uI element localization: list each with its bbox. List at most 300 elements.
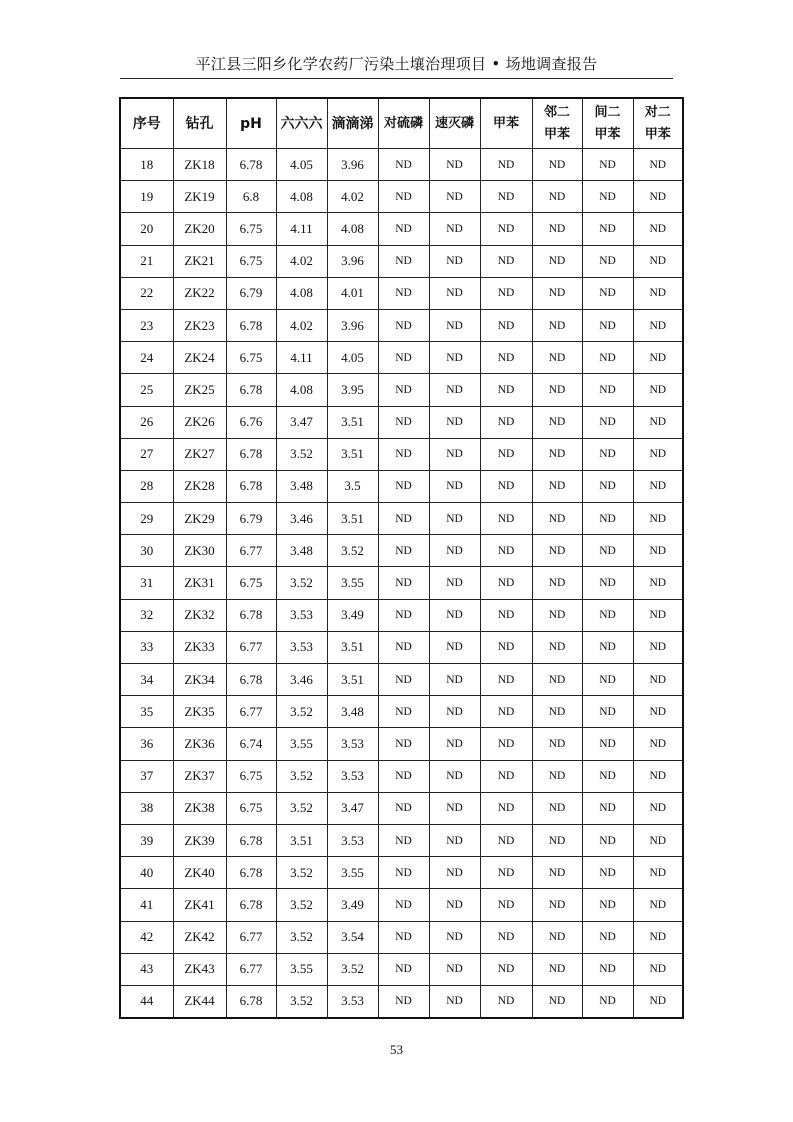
table-cell: 6.75 (226, 245, 276, 277)
table-cell: 18 (120, 149, 173, 181)
table-cell: ND (582, 309, 633, 341)
table-cell: ND (480, 535, 532, 567)
table-cell: 40 (120, 857, 173, 889)
table-row (120, 503, 683, 535)
column-header (173, 98, 226, 149)
table-cell: 6.77 (226, 921, 276, 953)
table-cell: ND (532, 599, 582, 631)
table-cell: ND (532, 213, 582, 245)
column-header-label: 间二 (594, 104, 621, 120)
table-cell: ND (429, 567, 480, 599)
table-cell: ND (633, 889, 683, 921)
table-cell: ND (378, 406, 429, 438)
table-cell: ND (582, 277, 633, 309)
table-cell: ND (582, 631, 633, 663)
table-cell: 3.96 (327, 149, 378, 181)
table-cell: ND (532, 631, 582, 663)
table-cell: 6.78 (226, 149, 276, 181)
table-cell: ND (532, 889, 582, 921)
table-cell: 4.08 (276, 181, 327, 213)
table-cell: ZK28 (173, 470, 226, 502)
table-cell: 6.78 (226, 664, 276, 696)
table-cell: ND (582, 985, 633, 1018)
table-cell: ZK27 (173, 438, 226, 470)
table-cell: ZK24 (173, 342, 226, 374)
table-cell: 35 (120, 696, 173, 728)
table-cell: ND (582, 213, 633, 245)
table-cell: ND (582, 245, 633, 277)
table-cell: 29 (120, 503, 173, 535)
table-cell: 30 (120, 535, 173, 567)
table-cell: 4.11 (276, 342, 327, 374)
table-cell: 3.51 (327, 438, 378, 470)
table-cell: 3.52 (276, 921, 327, 953)
table-cell: ND (633, 535, 683, 567)
table-cell: ND (633, 406, 683, 438)
table-cell: ZK31 (173, 567, 226, 599)
table-cell: ND (378, 438, 429, 470)
table-cell: ND (480, 470, 532, 502)
column-header (120, 98, 173, 149)
table-cell: 3.53 (276, 599, 327, 631)
table-cell: ZK39 (173, 824, 226, 856)
table-row (120, 921, 683, 953)
table-row (120, 374, 683, 406)
soil-sample-table (119, 97, 684, 1019)
table-cell: ND (480, 953, 532, 985)
table-cell: ND (633, 503, 683, 535)
table-cell: 3.46 (276, 503, 327, 535)
table-cell: 3.53 (327, 760, 378, 792)
table-cell: 4.08 (327, 213, 378, 245)
table-cell: ND (480, 181, 532, 213)
table-body (120, 149, 683, 1019)
table-cell: 19 (120, 181, 173, 213)
table-cell: ND (480, 760, 532, 792)
column-header-label: pH (240, 115, 262, 132)
table-cell: ZK22 (173, 277, 226, 309)
table-row (120, 728, 683, 760)
table-cell: 3.55 (327, 567, 378, 599)
column-header (582, 98, 633, 149)
table-cell: 33 (120, 631, 173, 663)
table-cell: ND (378, 599, 429, 631)
table-cell: 4.02 (276, 309, 327, 341)
table-cell: 3.53 (327, 824, 378, 856)
table-cell: ZK26 (173, 406, 226, 438)
table-cell: 6.78 (226, 309, 276, 341)
table-cell: 3.52 (276, 857, 327, 889)
table-cell: ND (429, 953, 480, 985)
table-cell: 3.49 (327, 599, 378, 631)
table-cell: ND (429, 245, 480, 277)
table-cell: 6.79 (226, 277, 276, 309)
table-cell: ND (378, 213, 429, 245)
table-cell: 21 (120, 245, 173, 277)
table-cell: ND (378, 953, 429, 985)
table-cell: ND (378, 470, 429, 502)
table-cell: ND (532, 824, 582, 856)
table-cell: ND (480, 309, 532, 341)
table-cell: 4.08 (276, 374, 327, 406)
table-row (120, 696, 683, 728)
table-cell: 6.75 (226, 213, 276, 245)
table-cell: ND (532, 342, 582, 374)
table-row (120, 470, 683, 502)
table-cell: 3.51 (327, 406, 378, 438)
table-cell: ND (429, 599, 480, 631)
table-cell: 3.96 (327, 309, 378, 341)
table-row (120, 149, 683, 181)
table-cell: 3.53 (276, 631, 327, 663)
table-cell: ND (582, 857, 633, 889)
table-cell: ND (480, 438, 532, 470)
table-cell: ND (633, 213, 683, 245)
table-cell: ND (633, 181, 683, 213)
table-cell: ND (532, 535, 582, 567)
table-cell: ND (633, 438, 683, 470)
table-cell: ND (532, 921, 582, 953)
table-cell: ND (532, 406, 582, 438)
table-row (120, 792, 683, 824)
table-row (120, 342, 683, 374)
table-cell: ND (582, 824, 633, 856)
table-cell: 3.51 (327, 664, 378, 696)
table-cell: ND (378, 342, 429, 374)
table-cell: 24 (120, 342, 173, 374)
table-cell: ND (633, 921, 683, 953)
table-cell: ND (633, 599, 683, 631)
table-cell: ND (378, 664, 429, 696)
table-cell: 4.01 (327, 277, 378, 309)
table-cell: ZK33 (173, 631, 226, 663)
table-cell: 6.78 (226, 470, 276, 502)
table-cell: ZK25 (173, 374, 226, 406)
table-cell: ND (378, 760, 429, 792)
table-cell: ND (429, 857, 480, 889)
table-cell: ND (532, 309, 582, 341)
table-cell: ND (532, 857, 582, 889)
table-header-row (120, 98, 683, 149)
table-cell: 3.47 (327, 792, 378, 824)
table-cell: 22 (120, 277, 173, 309)
table-cell: ND (480, 824, 532, 856)
table-cell: 3.49 (327, 889, 378, 921)
table-cell: 6.75 (226, 567, 276, 599)
table-cell: ND (480, 567, 532, 599)
table-cell: ND (378, 792, 429, 824)
table-cell: ND (429, 535, 480, 567)
table-cell: ND (429, 181, 480, 213)
table-cell: 4.11 (276, 213, 327, 245)
table-cell: 3.54 (327, 921, 378, 953)
table-cell: 6.77 (226, 631, 276, 663)
table-cell: ND (582, 181, 633, 213)
table-cell: ND (582, 599, 633, 631)
table-cell: ND (429, 374, 480, 406)
table-cell: 4.05 (276, 149, 327, 181)
table-cell: 4.08 (276, 277, 327, 309)
table-cell: ND (429, 631, 480, 663)
column-header-label: 邻二 (543, 104, 570, 120)
table-cell: 3.52 (276, 696, 327, 728)
table-cell: ND (633, 857, 683, 889)
column-header-label: 对硫磷 (383, 115, 423, 131)
table-cell: 28 (120, 470, 173, 502)
table-cell: ND (480, 374, 532, 406)
table-cell: ND (429, 760, 480, 792)
table-cell: ND (429, 342, 480, 374)
column-header (633, 98, 683, 149)
table-cell: ND (532, 696, 582, 728)
table-cell: 6.75 (226, 760, 276, 792)
table-row (120, 631, 683, 663)
table-cell: 6.77 (226, 535, 276, 567)
table-row (120, 567, 683, 599)
table-cell: 36 (120, 728, 173, 760)
table-cell: ND (378, 696, 429, 728)
page-header-title: 平江县三阳乡化学农药厂污染土壤治理项目 • 场地调查报告 (195, 55, 598, 73)
table-cell: ND (480, 503, 532, 535)
table-row (120, 985, 683, 1018)
table-cell: 3.52 (276, 792, 327, 824)
table-cell: 3.48 (327, 696, 378, 728)
table-cell: ZK35 (173, 696, 226, 728)
table-cell: ND (582, 567, 633, 599)
table-cell: ZK23 (173, 309, 226, 341)
table-cell: ND (532, 760, 582, 792)
column-header (276, 98, 327, 149)
table-cell: ND (480, 792, 532, 824)
table-cell: ND (532, 792, 582, 824)
table-cell: ND (633, 470, 683, 502)
table-cell: ND (532, 985, 582, 1018)
column-header-label: 甲苯 (644, 126, 671, 142)
table-cell: 3.52 (327, 953, 378, 985)
table-cell: 6.78 (226, 985, 276, 1018)
table-cell: ND (480, 599, 532, 631)
table-cell: ND (429, 309, 480, 341)
column-header (327, 98, 378, 149)
table-cell: 4.05 (327, 342, 378, 374)
table-cell: ND (429, 824, 480, 856)
table-cell: ND (582, 953, 633, 985)
table-cell: ND (480, 406, 532, 438)
table-cell: 3.96 (327, 245, 378, 277)
table-cell: ND (429, 696, 480, 728)
table-cell: 3.5 (327, 470, 378, 502)
table-cell: ND (480, 985, 532, 1018)
table-cell: ZK19 (173, 181, 226, 213)
table-cell: ND (633, 760, 683, 792)
table-cell: ND (582, 792, 633, 824)
table-cell: 3.53 (327, 985, 378, 1018)
table-cell: ND (378, 374, 429, 406)
table-cell: 6.78 (226, 438, 276, 470)
table-cell: ND (480, 857, 532, 889)
table-cell: ND (429, 406, 480, 438)
header-divider (120, 78, 673, 79)
table-cell: 20 (120, 213, 173, 245)
table-cell: 3.52 (276, 889, 327, 921)
table-row (120, 760, 683, 792)
table-cell: 3.51 (327, 503, 378, 535)
table-cell: ND (582, 889, 633, 921)
table-cell: 3.55 (327, 857, 378, 889)
table-cell: ZK41 (173, 889, 226, 921)
table-cell: ND (480, 696, 532, 728)
table-cell: ND (480, 889, 532, 921)
table-cell: ND (582, 406, 633, 438)
table-cell: ND (429, 503, 480, 535)
table-cell: ND (532, 374, 582, 406)
column-header (429, 98, 480, 149)
table-cell: 3.51 (276, 824, 327, 856)
table-cell: 4.02 (276, 245, 327, 277)
table-row (120, 213, 683, 245)
table-cell: 6.75 (226, 342, 276, 374)
table-cell: ND (633, 664, 683, 696)
table-cell: ND (429, 213, 480, 245)
column-header-label: 对二 (644, 104, 671, 120)
table-cell: 3.51 (327, 631, 378, 663)
table-cell: ND (582, 374, 633, 406)
table-cell: ND (378, 728, 429, 760)
table-cell: ND (532, 567, 582, 599)
table-cell: ZK21 (173, 245, 226, 277)
column-header-label: 六六六 (280, 115, 323, 132)
table-cell: 38 (120, 792, 173, 824)
table-cell: ZK36 (173, 728, 226, 760)
table-cell: ND (480, 245, 532, 277)
table-cell: 25 (120, 374, 173, 406)
table-cell: ND (429, 149, 480, 181)
table-cell: 6.78 (226, 374, 276, 406)
table-cell: 6.78 (226, 599, 276, 631)
column-header (532, 98, 582, 149)
table-cell: ZK40 (173, 857, 226, 889)
column-header-label: 甲苯 (543, 126, 570, 142)
table-cell: 6.77 (226, 696, 276, 728)
table-cell: ND (633, 567, 683, 599)
table-cell: ND (582, 535, 633, 567)
table-cell: ND (378, 245, 429, 277)
table-cell: 6.8 (226, 181, 276, 213)
column-header (226, 98, 276, 149)
table-cell: ND (480, 728, 532, 760)
table-cell: 3.52 (276, 985, 327, 1018)
table-cell: 3.53 (327, 728, 378, 760)
table-cell: ND (633, 792, 683, 824)
table-cell: 23 (120, 309, 173, 341)
table-cell: ND (633, 149, 683, 181)
table-cell: 4.02 (327, 181, 378, 213)
table-cell: ND (633, 728, 683, 760)
column-header (378, 98, 429, 149)
table-cell: ND (480, 342, 532, 374)
table-cell: ND (633, 696, 683, 728)
table-cell: ZK29 (173, 503, 226, 535)
table-cell: 3.48 (276, 535, 327, 567)
table-cell: 27 (120, 438, 173, 470)
table-cell: ND (582, 664, 633, 696)
table-row (120, 824, 683, 856)
table-cell: ND (633, 631, 683, 663)
table-cell: 3.55 (276, 728, 327, 760)
table-cell: ND (532, 470, 582, 502)
table-cell: ND (633, 953, 683, 985)
table-cell: 3.48 (276, 470, 327, 502)
table-cell: ZK43 (173, 953, 226, 985)
table-cell: ND (429, 277, 480, 309)
table-cell: ND (582, 470, 633, 502)
table-cell: ND (480, 921, 532, 953)
table-cell: ND (532, 953, 582, 985)
table-cell: ND (429, 889, 480, 921)
table-cell: ND (429, 985, 480, 1018)
table-cell: ND (532, 181, 582, 213)
table-cell: ND (582, 760, 633, 792)
table-row (120, 889, 683, 921)
table-cell: ND (633, 309, 683, 341)
table-cell: 26 (120, 406, 173, 438)
table-cell: 6.74 (226, 728, 276, 760)
table-cell: ND (378, 631, 429, 663)
table-row (120, 535, 683, 567)
table-cell: ZK30 (173, 535, 226, 567)
table-row (120, 953, 683, 985)
table-cell: ND (378, 181, 429, 213)
table-cell: ND (429, 728, 480, 760)
table-cell: ND (378, 277, 429, 309)
column-header-label: 甲苯 (492, 115, 519, 131)
table-cell: ND (633, 985, 683, 1018)
table-cell: ND (378, 921, 429, 953)
table-row (120, 277, 683, 309)
table-cell: ZK20 (173, 213, 226, 245)
table-cell: 6.78 (226, 824, 276, 856)
table-cell: ND (532, 245, 582, 277)
table-cell: ND (378, 149, 429, 181)
table-cell: ND (378, 985, 429, 1018)
table-cell: 3.46 (276, 664, 327, 696)
table-cell: 42 (120, 921, 173, 953)
table-cell: ND (378, 824, 429, 856)
table-cell: ND (633, 245, 683, 277)
table-cell: ND (633, 374, 683, 406)
table-cell: 3.55 (276, 953, 327, 985)
table-cell: 6.78 (226, 889, 276, 921)
table-cell: 6.78 (226, 857, 276, 889)
table-cell: ND (582, 503, 633, 535)
table-cell: 3.52 (276, 760, 327, 792)
table-row (120, 599, 683, 631)
table-cell: 34 (120, 664, 173, 696)
table-cell: ND (480, 149, 532, 181)
table-cell: ND (480, 277, 532, 309)
table-cell: ND (429, 438, 480, 470)
table-cell: ZK44 (173, 985, 226, 1018)
table-cell: 43 (120, 953, 173, 985)
table-cell: 3.47 (276, 406, 327, 438)
table-row (120, 181, 683, 213)
table-cell: 32 (120, 599, 173, 631)
table-cell: ND (378, 857, 429, 889)
table-cell: ND (532, 728, 582, 760)
table-cell: 44 (120, 985, 173, 1018)
table-row (120, 857, 683, 889)
table-cell: ZK32 (173, 599, 226, 631)
